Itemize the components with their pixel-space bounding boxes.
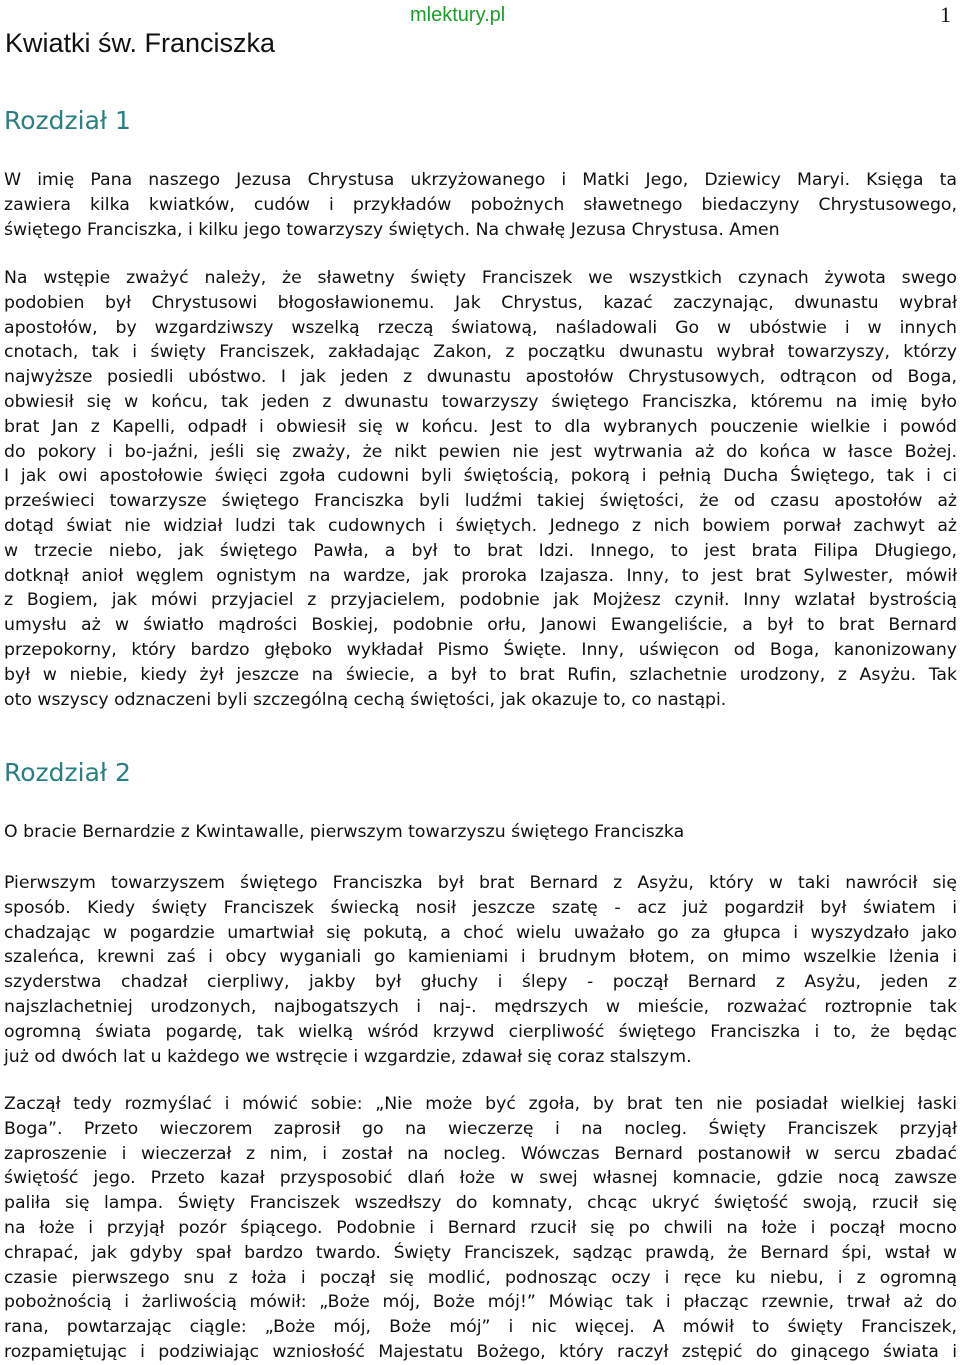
text-line: paliła się lampa. Święty Franciszek wszedłszy do komnaty, chcąc ukryć świętość swoją, rzucił się: [4, 1193, 957, 1214]
chapter-1-body-paragraph: [4, 266, 957, 712]
chapter-1-heading: Rozdział 1: [4, 106, 131, 135]
page-header: [0, 0, 960, 70]
text-line: I jak owi apostołowie święci zgoła cudowni byli świętością, pokorą i pełnią Ducha Świętego, tak i ci: [4, 466, 957, 487]
text-line: apostołów, by wzgardziwszy wszelką rzeczą światową, naśladowali Go w ubóstwie i w innych: [4, 317, 957, 338]
text-line: cnotach, tak i święty Franciszek, zakładając Zakon, z początku dwunastu wybrał towarzyszy, którzy: [4, 342, 957, 363]
text-line: O bracie Bernardzie z Kwintawalle, pierwszym towarzyszu świętego Franciszka: [4, 822, 685, 842]
text-line: do pokory i bo-jaźni, jeśli się zważy, że nikt pewien nie jest wytrwania aż do końca w łasce Bożej.: [4, 441, 957, 462]
text-line: zaproszenie i wieczerzał z nim, i został na nocleg. Wówczas Bernard postanowił w sercu zbadać: [4, 1143, 957, 1164]
text-line: zawiera kilka kwiatków, cudów i przykładów pobożnych sławetnego biedaczyny Chrystusowego,: [4, 194, 957, 215]
text-line: pobożnością i żarliwością mówił: „Boże mój, Boże mój!” Mówiąc tak i płacząc rzewnie, trwał aż do: [4, 1292, 957, 1313]
text-line: rozpamiętując i podziwiając wzniosłość Majestatu Bożego, który raczył zstępić do ginącego świata i: [4, 1341, 957, 1362]
text-line: z Bogiem, jak mówi przyjaciel z przyjacielem, podobnie jak Mojżesz czynił. Inny wzlatał bystrością: [4, 590, 957, 611]
page-number: 1: [940, 2, 951, 27]
text-line: przepokorny, który bardzo głęboko wykładał Pismo Święte. Inny, uświęcon od Boga, kanonizowany: [4, 639, 957, 660]
text-line: w trzecie niebo, jak świętego Pawła, a był to brat Idzi. Innego, to jest brata Filipa Długiego,: [4, 540, 957, 561]
text-line: obwiesił się w końcu, tak jeden z dwunastu towarzyszy świętego Franciszka, któremu na imię było: [4, 391, 957, 412]
text-line: chrapać, jak gdyby spał bardzo twardo. Święty Franciszek, sądząc prawdą, że Bernard śpi, wstał w: [4, 1242, 957, 1263]
text-line: rana, powtarzając ciągle: „Boże mój, Boże mój” i nic więcej. A mówił to święty Franciszek,: [4, 1317, 957, 1338]
chapter-2-paragraph-1: [4, 871, 957, 1069]
text-line: chadzając w pogardzie umartwiał się pokutą, a choć wielu uważało go za głupca i wyszydzało jako: [4, 922, 957, 943]
text-line: Zaczął tedy rozmyślać i mówić sobie: „Nie może być zgoła, by brat ten nie posiadał wielkiej łaski: [4, 1094, 957, 1114]
text-line: sposób. Kiedy święty Franciszek świecką nosił jeszcze szatę - acz już pogardził był światem i: [4, 897, 957, 918]
book-title: Kwiatki św. Franciszka: [5, 28, 276, 58]
text-line: świętość jego. Przeto kazał przysposobić dlań łoże w swej własnej komnacie, gdzie nocą zawsze: [4, 1168, 957, 1189]
text-line: już od dwóch lat u każdego we wstręcie i wzgardzie, zdawał się coraz stalszym.: [4, 1046, 692, 1067]
text-line: W imię Pana naszego Jezusa Chrystusa ukrzyżowanego i Matki Jego, Dziewicy Maryi. Księga ta: [4, 170, 957, 190]
chapter-2-paragraph-2: [4, 1092, 957, 1365]
text-line: umysłu aż w światło mądrości Boskiej, podobnie orłu, Janowi Ewangeliście, a był to brat Bernard: [4, 615, 957, 636]
text-line: ogromną świata pogardę, tak wielką wśród krzywd cierpliwość świętego Franciszka i to, że będąc: [4, 1021, 957, 1042]
text-line: był w niebie, kiedy żył jeszcze na świecie, a był to brat Rufin, szlachetnie urodzony, z Asyżu. Tak: [4, 664, 957, 685]
text-line: szaleńca, krewni zaś i obcy wyganiali go kamieniami i brudnym błotem, on mimo wszelkie lżenia i: [4, 947, 957, 968]
text-line: czasie pierwszego snu z łoża i począł się modlić, podnosząc oczy i ręce ku niebu, i z ogromną: [4, 1267, 957, 1288]
chapter-2-heading: Rozdział 2: [4, 758, 131, 787]
text-line: dotknął anioł węglem ognistym na wardze, jak proroka Izajasza. Inny, to jest brat Sylwester, mówił: [4, 565, 957, 586]
text-line: prześwieci towarzysze świętego Franciszka byli ludźmi takiej świętości, że od czasu apostołów aż: [4, 491, 957, 512]
text-line: najwyższe posiedli ubóstwo. I jak jeden z dwunastu apostołów Chrystusowych, odtrącon od Boga,: [4, 367, 957, 388]
chapter-2-subtitle: [4, 820, 957, 845]
text-line: podobien był Chrystusowi błogosławionemu. Jak Chrystus, kazać zaczynając, dwunastu wybrał: [4, 292, 957, 313]
text-line: Pierwszym towarzyszem świętego Franciszka był brat Bernard z Asyżu, który w taki nawrócił się: [4, 873, 957, 893]
text-line: brat Jan z Kapelli, odpadł i obwiesił się w końcu. Jest to dla wybranych pouczenie wielkie i powód: [4, 416, 957, 437]
chapter-1-intro-paragraph: [4, 168, 957, 242]
text-line: dotąd świat nie widział ludzi tak cudownych i świętych. Jednego z nich bowiem porwał zachwyt aż: [4, 515, 957, 536]
site-link[interactable]: mlektury.pl: [410, 4, 506, 26]
text-line: najszlachetniej urodzonych, najbogatszych i naj-. mędrszych w mieście, rozważać roztropnie tak: [4, 996, 957, 1017]
text-line: oto wszyscy odznaczeni byli szczególną cechą świętości, jak okazuje to, co nastąpi.: [4, 689, 727, 710]
text-line: świętego Franciszka, i kilku jego towarzyszy świętych. Na chwałę Jezusa Chrystusa. Amen: [4, 219, 780, 240]
text-line: Na wstępie zważyć należy, że sławetny święty Franciszek we wszystkich czynach żywota swego: [4, 268, 957, 288]
text-line: Boga”. Przeto wieczorem zaprosił go na wieczerzę i na nocleg. Święty Franciszek przyjął: [4, 1118, 957, 1139]
text-line: szyderstwa chadzał cierpliwy, jakby był głuchy i ślepy - począł Bernard z Asyżu, jeden z: [4, 972, 957, 993]
text-line: na łoże i przyjął pozór śpiącego. Podobnie i Bernard rzucił się po chwili na łoże i począł mocno: [4, 1217, 957, 1238]
